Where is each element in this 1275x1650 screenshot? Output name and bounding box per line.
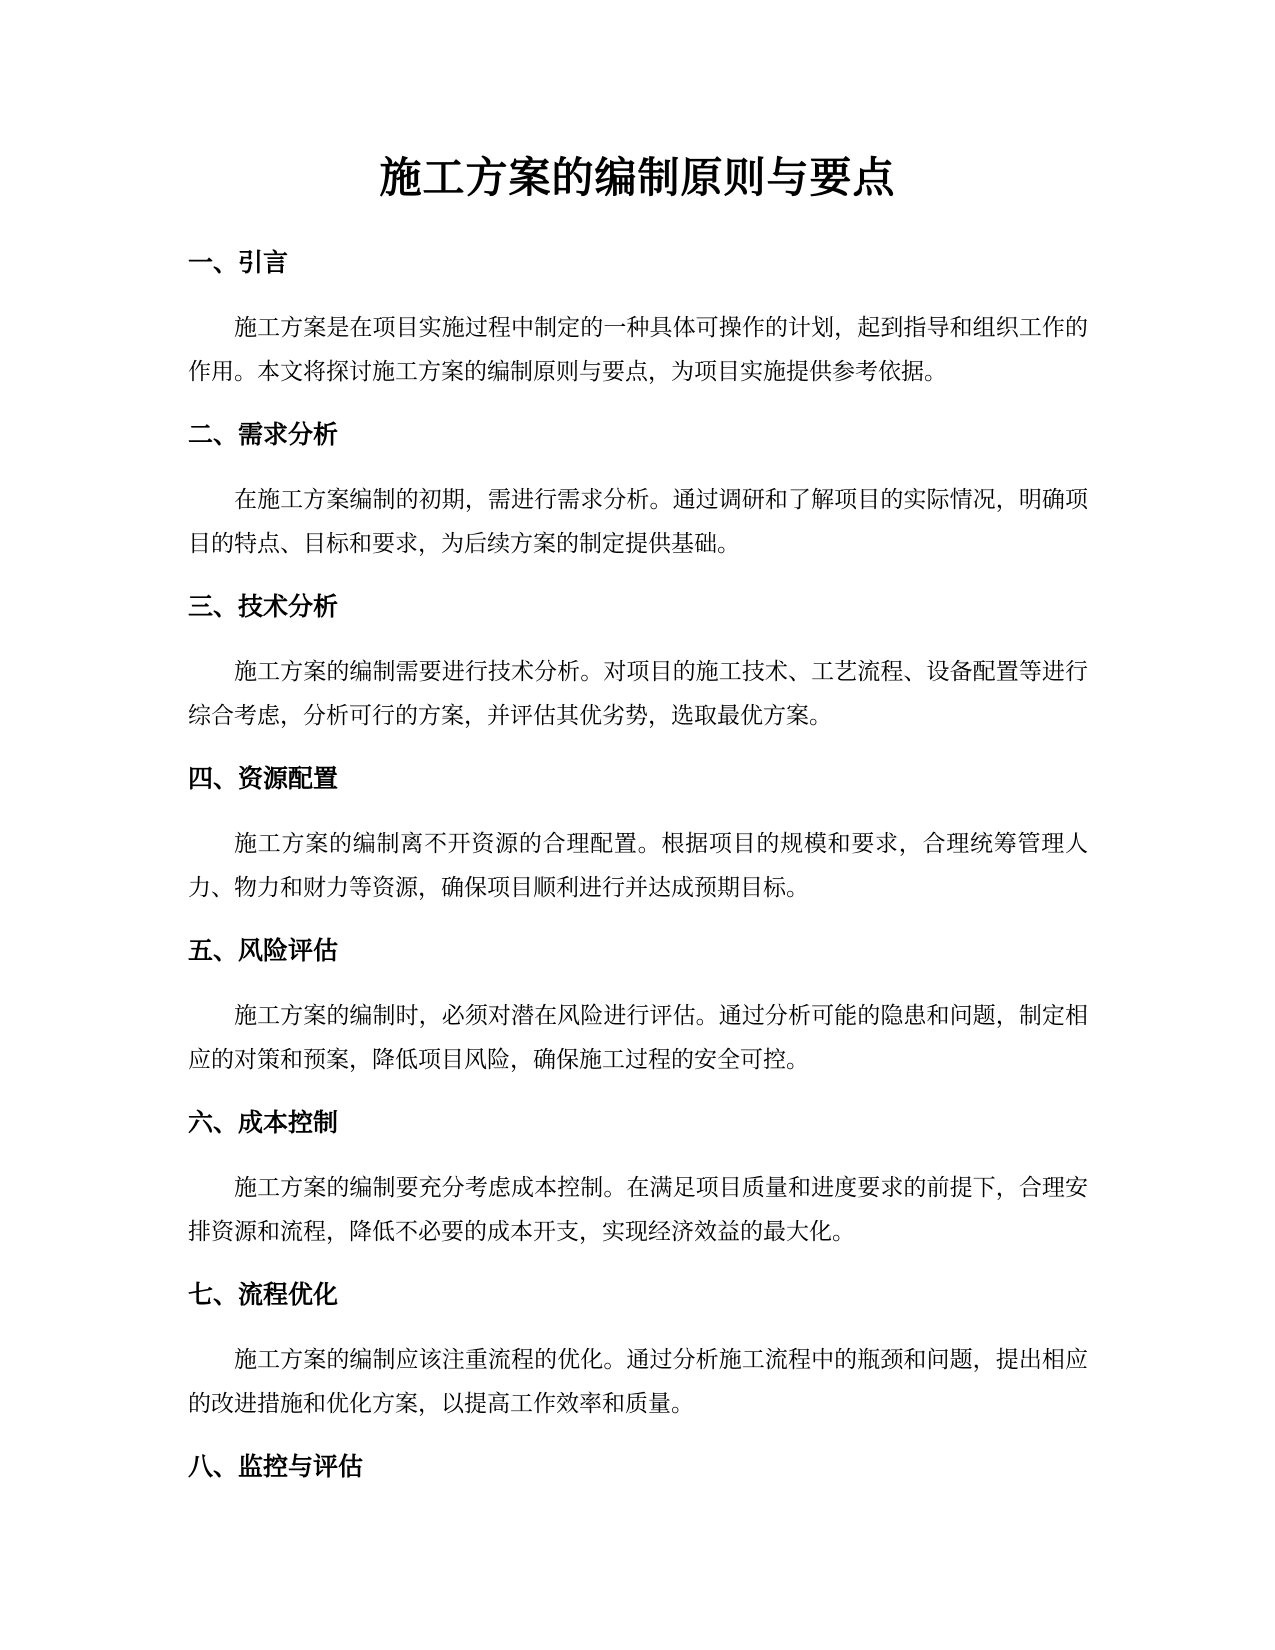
section-technical-analysis — [188, 587, 1088, 738]
section-risk-assessment — [188, 931, 1088, 1082]
section-monitoring-evaluation — [188, 1447, 1088, 1487]
section-body: 施工方案的编制要充分考虑成本控制。在满足项目质量和进度要求的前提下，合理安排资源和流程，降低不必要的成本开支，实现经济效益的最大化。 — [188, 1175, 1088, 1245]
section-heading: 七、流程优化 — [188, 1280, 339, 1309]
section-requirements-analysis — [188, 415, 1088, 566]
section-heading: 八、监控与评估 — [188, 1452, 364, 1481]
document-title: 施工方案的编制原则与要点 — [379, 153, 896, 202]
document-sections — [188, 243, 1088, 1487]
section-body: 施工方案的编制需要进行技术分析。对项目的施工技术、工艺流程、设备配置等进行综合考虑，分析可行的方案，并评估其优劣势，选取最优方案。 — [188, 659, 1088, 729]
section-body: 施工方案的编制时，必须对潜在风险进行评估。通过分析可能的隐患和问题，制定相应的对策和预案，降低项目风险，确保施工过程的安全可控。 — [188, 1003, 1088, 1073]
section-heading: 二、需求分析 — [188, 420, 339, 449]
section-body: 施工方案的编制离不开资源的合理配置。根据项目的规模和要求，合理统筹管理人力、物力和财力等资源，确保项目顺利进行并达成预期目标。 — [188, 831, 1088, 901]
section-body: 施工方案的编制应该注重流程的优化。通过分析施工流程中的瓶颈和问题，提出相应的改进措施和优化方案，以提高工作效率和质量。 — [188, 1347, 1088, 1417]
section-process-optimization — [188, 1275, 1088, 1426]
section-heading: 一、引言 — [188, 248, 289, 277]
section-heading: 三、技术分析 — [188, 592, 339, 621]
section-heading: 四、资源配置 — [188, 764, 339, 793]
section-introduction — [188, 243, 1088, 394]
section-cost-control — [188, 1103, 1088, 1254]
section-body: 施工方案是在项目实施过程中制定的一种具体可操作的计划，起到指导和组织工作的作用。本文将探讨施工方案的编制原则与要点，为项目实施提供参考依据。 — [188, 315, 1088, 385]
section-heading: 六、成本控制 — [188, 1108, 339, 1137]
section-heading: 五、风险评估 — [188, 936, 339, 965]
section-body: 在施工方案编制的初期，需进行需求分析。通过调研和了解项目的实际情况，明确项目的特点、目标和要求，为后续方案的制定提供基础。 — [188, 487, 1088, 557]
section-resource-allocation — [188, 759, 1088, 910]
